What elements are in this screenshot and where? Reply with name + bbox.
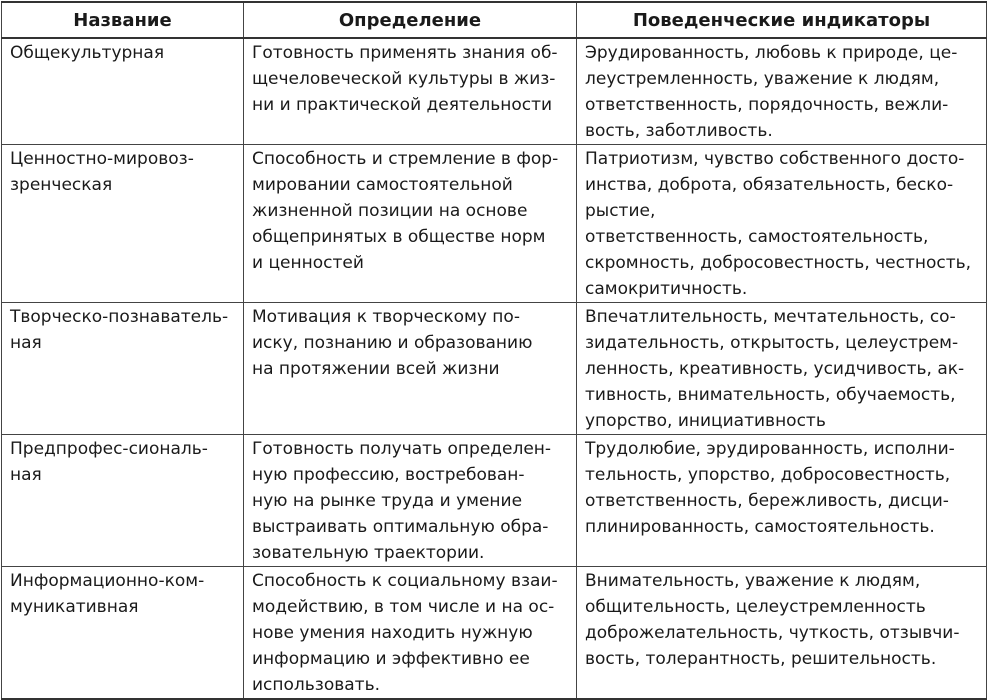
table-row	[2, 567, 987, 700]
header-definition: Определение	[244, 2, 577, 38]
indicators-text: Трудолюбие, эрудированность, исполни- тельность, упорство, добросовестность, ответственность, бережливость, дисци- плинированность, самостоятельность.	[585, 439, 955, 537]
table-header-row	[2, 2, 987, 38]
name-text: Предпрофес-сиональ- ная	[10, 439, 208, 485]
cell-definition	[244, 38, 577, 145]
cell-indicators	[577, 145, 987, 303]
cell-name	[2, 145, 244, 303]
cell-definition	[244, 303, 577, 435]
name-text: Творческо-познаватель- ная	[10, 307, 229, 353]
cell-indicators	[577, 303, 987, 435]
cell-indicators	[577, 38, 987, 145]
indicators-text: Патриотизм, чувство собственного досто- инства, доброта, обязательность, беско- рыстие, ответственность, самостоятельность, скромность, добросовестность, честность, самокритичность.	[585, 149, 972, 299]
definition-text: Способность и стремление в фор- мировании самостоятельной жизненной позиции на основе общепринятых в обществе норм и ценностей	[252, 149, 559, 273]
header-indicators: Поведенческие индикаторы	[577, 2, 987, 38]
definition-text: Готовность получать определен- ную профессию, востребован- ную на рынке труда и умение выстраивать оптимальную обра- зовательную траектории.	[252, 439, 552, 563]
cell-definition	[244, 435, 577, 567]
definition-text: Способность к социальному взаи- модействию, в том числе и на ос- нове умения находить нужную информацию и эффективно ее использовать.	[252, 571, 558, 695]
name-text: Общекультурная	[10, 43, 165, 63]
cell-definition	[244, 567, 577, 700]
cell-name	[2, 303, 244, 435]
definition-text: Готовность применять знания об- щечеловеческой культуры в жиз- ни и практической деятельности	[252, 43, 558, 115]
definition-text: Мотивация к творческому по- иску, познанию и образованию на протяжении всей жизни	[252, 307, 533, 379]
competencies-table	[1, 1, 987, 700]
indicators-text: Впечатлительность, мечтательность, со- зидательность, открытость, целеустрем- ленность, креативность, усидчивость, ак- тивность, внимательность, обучаемость, упорство, инициативность	[585, 307, 965, 431]
cell-definition	[244, 145, 577, 303]
table-row	[2, 145, 987, 303]
table-row	[2, 303, 987, 435]
cell-indicators	[577, 435, 987, 567]
table-row	[2, 435, 987, 567]
indicators-text: Эрудированность, любовь к природе, це- леустремленность, уважение к людям, ответственность, порядочность, вежли- вость, заботливость.	[585, 43, 958, 141]
name-text: Ценностно-мировоз- зренческая	[10, 149, 194, 195]
indicators-text: Внимательность, уважение к людям, общительность, целеустремленность доброжелательность, чуткость, отзывчи- вость, толерантность, решительность.	[585, 571, 960, 669]
cell-name	[2, 38, 244, 145]
header-name: Название	[2, 2, 244, 38]
name-text: Информационно-ком- муникативная	[10, 571, 205, 617]
cell-name	[2, 435, 244, 567]
competencies-table-container	[1, 1, 987, 700]
cell-name	[2, 567, 244, 700]
cell-indicators	[577, 567, 987, 700]
table-row	[2, 38, 987, 145]
